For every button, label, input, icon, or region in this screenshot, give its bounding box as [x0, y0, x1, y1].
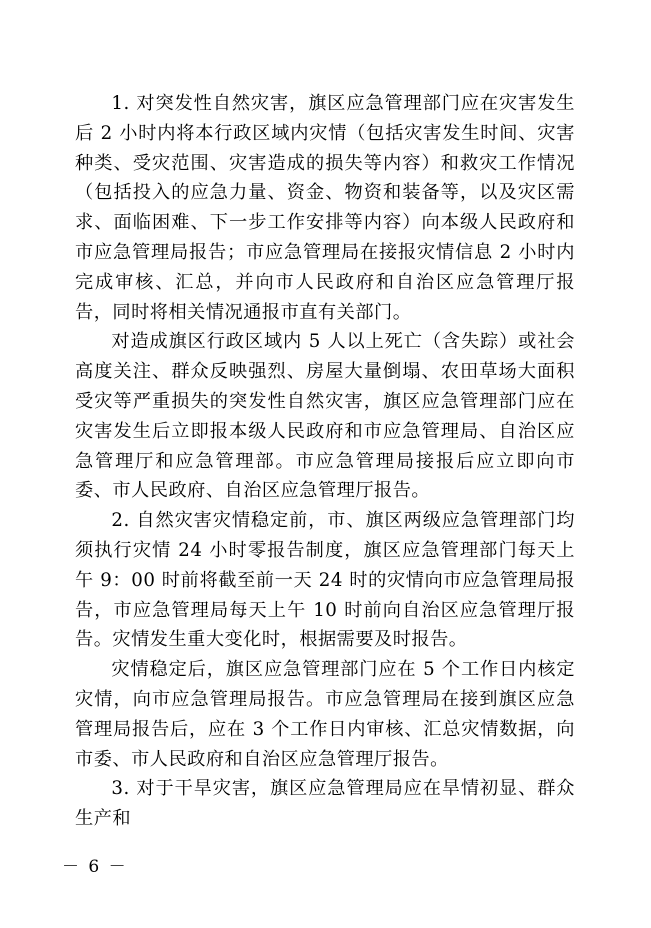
paragraph-1: 1. 对突发性自然灾害，旗区应急管理部门应在灾害发生后 2 小时内将本行政区域内灾情（包括灾害发生时间、灾害种类、受灾范围、灾害造成的损失等内容）和救灾工作情况（包括投入的应急力量、资金、物资和装备等，以及灾区需求、面临困难、下一步工作安排等内容）向本级人民政府和市应急管理局报告；市应急管理局在接报灾情信息 2 小时内完成审核、汇总，并向市人民政府和自治区应急管理厅报告，同时将相关情况通报市直有关部门。 — [75, 93, 575, 323]
paragraph-5: 3. 对于干旱灾害，旗区应急管理局应在旱情初显、群众生产和 — [75, 778, 575, 830]
paragraph-3: 2. 自然灾害灾情稳定前，市、旗区两级应急管理部门均须执行灾情 24 小时零报告制度，旗区应急管理部门每天上午 9：00 时前将截至前一天 24 时的灾情向市应急管理局报告，市应急管理局每天上午 10 时前向自治区应急管理厅报告。灾情发生重大变化时，根据需要及时报告。 — [75, 510, 575, 651]
document-body — [75, 89, 575, 834]
paragraph-4: 灾情稳定后，旗区应急管理部门应在 5 个工作日内核定灾情，向市应急管理局报告。市应急管理局在接到旗区应急管理局报告后，应在 3 个工作日内审核、汇总灾情数据，向市委、市人民政府和自治区应急管理厅报告。 — [75, 659, 575, 770]
page-number: － 6 － — [62, 857, 128, 877]
paragraph-2: 对造成旗区行政区域内 5 人以上死亡（含失踪）或社会高度关注、群众反映强烈、房屋大量倒塌、农田草场大面积受灾等严重损失的突发性自然灾害，旗区应急管理部门应在灾害发生后立即报本级人民政府和市应急管理局、自治区应急管理厅和应急管理部。市应急管理局接报后应立即向市委、市人民政府、自治区应急管理厅报告。 — [75, 331, 575, 502]
